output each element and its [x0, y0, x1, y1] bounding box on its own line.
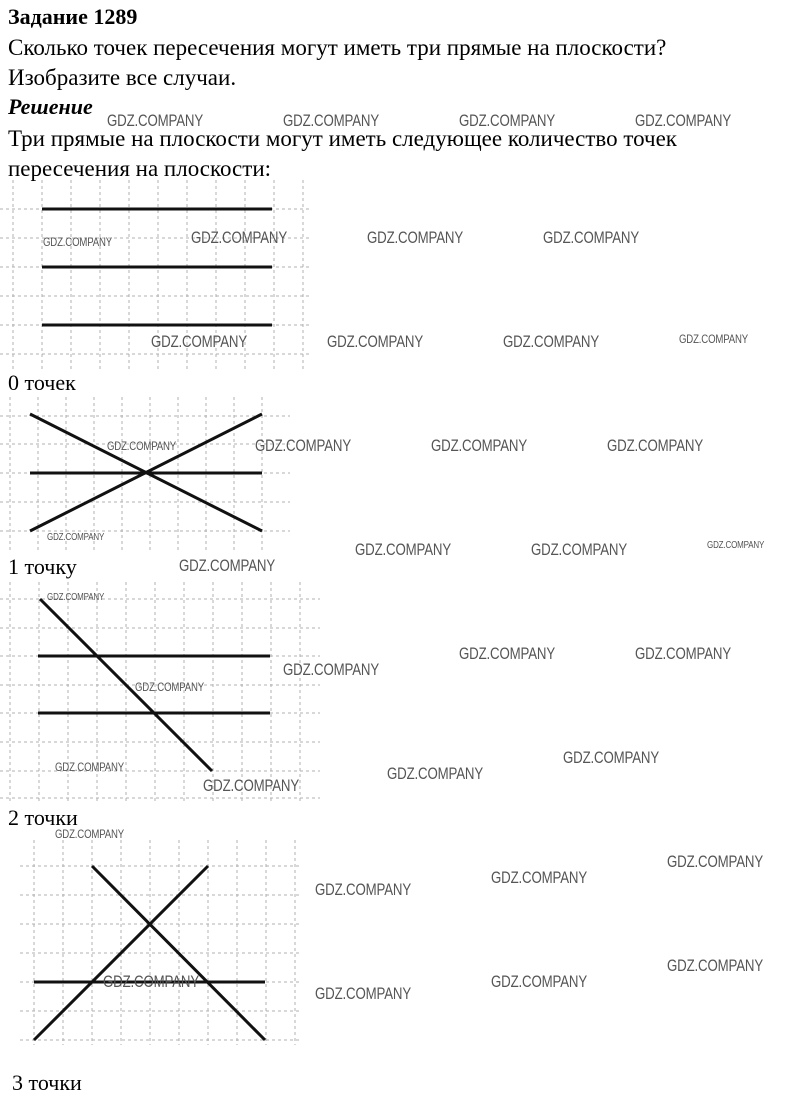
watermark: GDZ.COMPANY [459, 111, 556, 130]
watermark: GDZ.COMPANY [635, 644, 732, 663]
watermark: GDZ.COMPANY [543, 228, 640, 247]
figure-one-intersection [0, 397, 300, 552]
watermark: GDZ.COMPANY [327, 332, 424, 351]
watermark: GDZ.COMPANY [135, 680, 204, 694]
watermark: GDZ.COMPANY [55, 760, 124, 774]
caption-one: 1 точку [8, 554, 77, 579]
watermark: GDZ.COMPANY [707, 540, 765, 551]
watermark: GDZ.COMPANY [47, 532, 105, 543]
solution-line-1: Три прямые на плоскости могут иметь следующее количество точек [8, 126, 677, 151]
watermark: GDZ.COMPANY [531, 540, 628, 559]
watermark: GDZ.COMPANY [283, 660, 380, 679]
task-title: Задание 1289 [8, 4, 138, 29]
watermark: GDZ.COMPANY [315, 984, 412, 1003]
watermark: GDZ.COMPANY [667, 852, 764, 871]
watermark: GDZ.COMPANY [367, 228, 464, 247]
watermark: GDZ.COMPANY [107, 111, 204, 130]
watermark: GDZ.COMPANY [459, 644, 556, 663]
watermark: GDZ.COMPANY [47, 592, 105, 603]
watermark: GDZ.COMPANY [607, 436, 704, 455]
caption-two: 2 точки [8, 805, 78, 830]
solution-line-2: пересечения на плоскости: [8, 156, 272, 181]
watermark: GDZ.COMPANY [107, 439, 176, 453]
watermark: GDZ.COMPANY [491, 972, 588, 991]
watermark: GDZ.COMPANY [43, 235, 112, 249]
line-rising [34, 866, 208, 1040]
watermark: GDZ.COMPANY [151, 332, 248, 351]
watermark: GDZ.COMPANY [255, 436, 352, 455]
watermark: GDZ.COMPANY [679, 332, 748, 346]
watermark: GDZ.COMPANY [191, 228, 288, 247]
watermark: GDZ.COMPANY [103, 972, 200, 991]
watermark: GDZ.COMPANY [491, 868, 588, 887]
watermark: GDZ.COMPANY [635, 111, 732, 130]
watermark: GDZ.COMPANY [431, 436, 528, 455]
question-line-1: Сколько точек пересечения могут иметь три прямые на плоскости? [8, 35, 667, 60]
watermark: GDZ.COMPANY [283, 111, 380, 130]
caption-three: 3 точки [12, 1070, 82, 1095]
watermark: GDZ.COMPANY [355, 540, 452, 559]
watermark: GDZ.COMPANY [55, 827, 124, 841]
watermark: GDZ.COMPANY [203, 776, 300, 795]
watermark: GDZ.COMPANY [179, 556, 276, 575]
watermark: GDZ.COMPANY [503, 332, 600, 351]
watermark: GDZ.COMPANY [667, 956, 764, 975]
watermark: GDZ.COMPANY [387, 764, 484, 783]
figure-three-intersections [0, 840, 310, 1045]
watermark: GDZ.COMPANY [563, 748, 660, 767]
watermark: GDZ.COMPANY [315, 880, 412, 899]
question-line-2: Изобразите все случаи. [8, 65, 237, 90]
solution-label: Решение [8, 94, 93, 119]
caption-zero: 0 точек [8, 370, 76, 395]
